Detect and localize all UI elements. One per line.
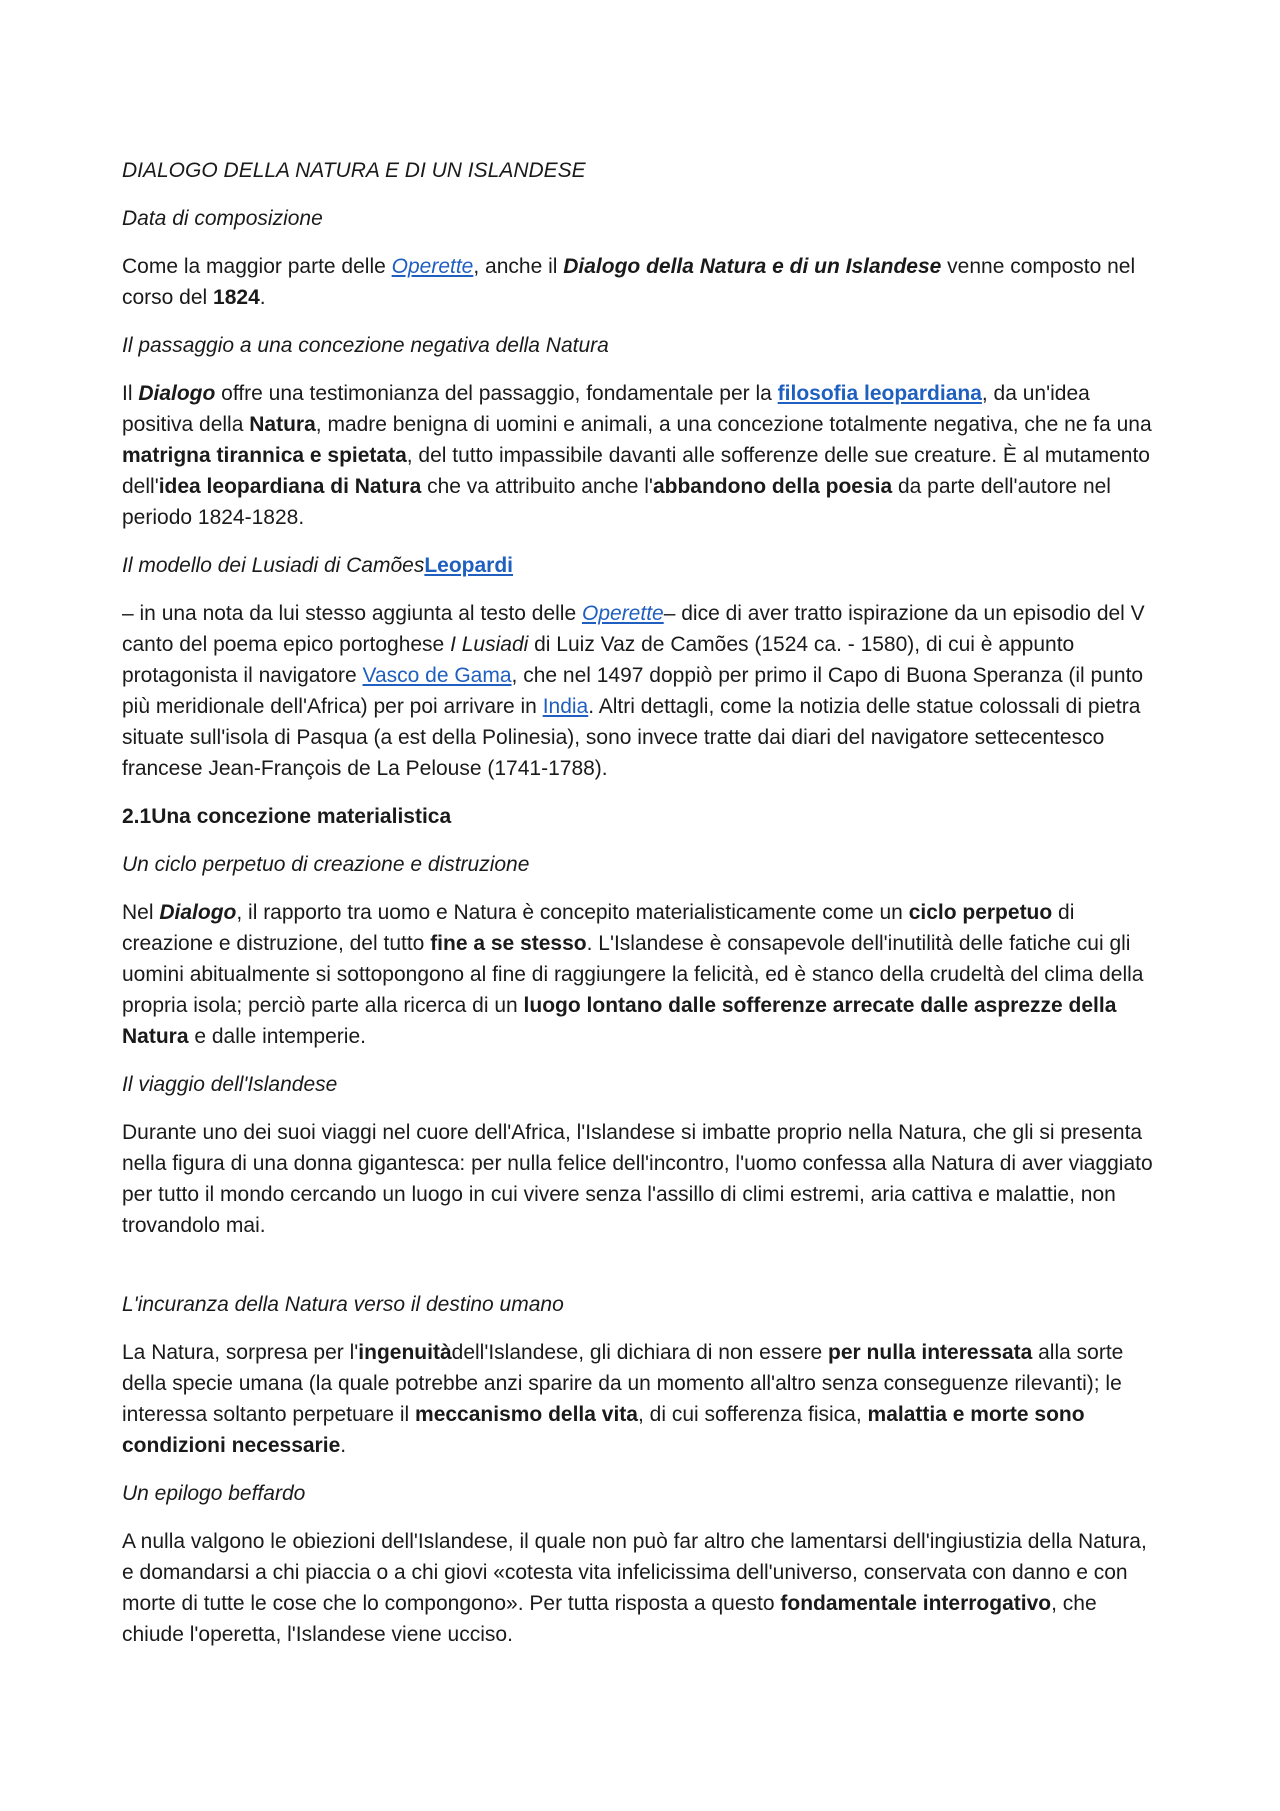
paragraph-incuranza-natura: La Natura, sorpresa per l'ingenuitàdell'Islandese, gli dichiara di non essere per nulla interessata alla sorte della specie umana (la quale potrebbe anzi sparire da un momento all'altro senza conseguenze rilevanti); le interessa soltanto perpetuare il meccanismo della vita, di cui sofferenza fisica, malattia e morte sono condizioni necessarie.: [122, 1341, 1124, 1457]
blank-line: [122, 1258, 1162, 1289]
document-title: DIALOGO DELLA NATURA E DI UN ISLANDESE: [122, 159, 586, 182]
heading-concezione-negativa: Il passaggio a una concezione negativa della Natura: [122, 334, 609, 357]
heading-modello-lusiadi: Il modello dei Lusiadi di CamõesLeopardi: [122, 554, 514, 577]
heading-epilogo-beffardo: Un epilogo beffardo: [122, 1482, 306, 1505]
link-vasco-de-gama[interactable]: Vasco de Gama: [362, 664, 512, 687]
heading-concezione-materialistica: 2.1Una concezione materialistica: [122, 805, 452, 828]
paragraph-ciclo-perpetuo: Nel Dialogo, il rapporto tra uomo e Natura è concepito materialisticamente come un ciclo perpetuo di creazione e distruzione, del tutto fine a se stesso. L'Islandese è consapevole dell'inutilità delle fatiche cui gli uomini abitualmente si sottopongono al fine di raggiungere la felicità, ed è stanco della crudeltà del clima della propria isola; perciò parte alla ricerca di un luogo lontano dalle sofferenze arrecate dalle asprezze della Natura e dalle intemperie.: [122, 901, 1144, 1048]
paragraph-composizione: Come la maggior parte delle Operette, anche il Dialogo della Natura e di un Islandese venne composto nel corso del 1824.: [122, 255, 1136, 309]
link-leopardi[interactable]: Leopardi: [424, 554, 514, 577]
paragraph-epilogo-beffardo: A nulla valgono le obiezioni dell'Islandese, il quale non può far altro che lamentarsi dell'ingiustizia della Natura, e domandarsi a chi piaccia o a chi giovi «cotesta vita infelicissima dell'universo, conservata con danno e con morte di tutte le cose che lo compongono». Per tutta risposta a questo fondamentale interrogativo, che chiude l'operetta, l'Islandese viene ucciso.: [122, 1530, 1147, 1646]
heading-viaggio-islandese: Il viaggio dell'Islandese: [122, 1073, 338, 1096]
link-operette-2[interactable]: Operette: [582, 602, 664, 625]
link-operette[interactable]: Operette: [391, 255, 474, 278]
paragraph-viaggio-islandese: Durante uno dei suoi viaggi nel cuore dell'Africa, l'Islandese si imbatte proprio nella Natura, che gli si presenta nella figura di una donna gigantesca: per nulla felice dell'incontro, l'uomo confessa alla Natura di aver viaggiato per tutto il mondo cercando un luogo in cui vivere senza l'assillo di climi estremi, aria cattiva e malattie, non trovandolo mai.: [122, 1121, 1153, 1237]
heading-incuranza-natura: L'incuranza della Natura verso il destino umano: [122, 1293, 564, 1316]
heading-ciclo-perpetuo: Un ciclo perpetuo di creazione e distruzione: [122, 853, 530, 876]
paragraph-modello-lusiadi: – in una nota da lui stesso aggiunta al testo delle Operette– dice di aver tratto ispirazione da un episodio del V canto del poema epico portoghese I Lusiadi di Luiz Vaz de Camões (1524 ca. - 1580), di cui è appunto protagonista il navigatore Vasco de Gama, che nel 1497 doppiò per primo il Capo di Buona Speranza (il punto più meridionale dell'Africa) per poi arrivare in India. Altri dettagli, come la notizia delle statue colossali di pietra situate sull'isola di Pasqua (a est della Polinesia), sono invece tratte dai diari del navigatore settecentesco francese Jean-François de La Pelouse (1741-1788).: [122, 602, 1145, 780]
link-filosofia-leopardiana[interactable]: filosofia leopardiana: [777, 382, 982, 405]
heading-data-di-composizione: Data di composizione: [122, 207, 323, 230]
paragraph-concezione-negativa: Il Dialogo offre una testimonianza del passaggio, fondamentale per la filosofia leopardiana, da un'idea positiva della Natura, madre benigna di uomini e animali, a una concezione totalmente negativa, che ne fa una matrigna tirannica e spietata, del tutto impassibile davanti alle sofferenze delle sue creature. È al mutamento dell'idea leopardiana di Natura che va attribuito anche l'abbandono della poesia da parte dell'autore nel periodo 1824-1828.: [122, 382, 1152, 529]
link-india[interactable]: India: [542, 695, 589, 718]
